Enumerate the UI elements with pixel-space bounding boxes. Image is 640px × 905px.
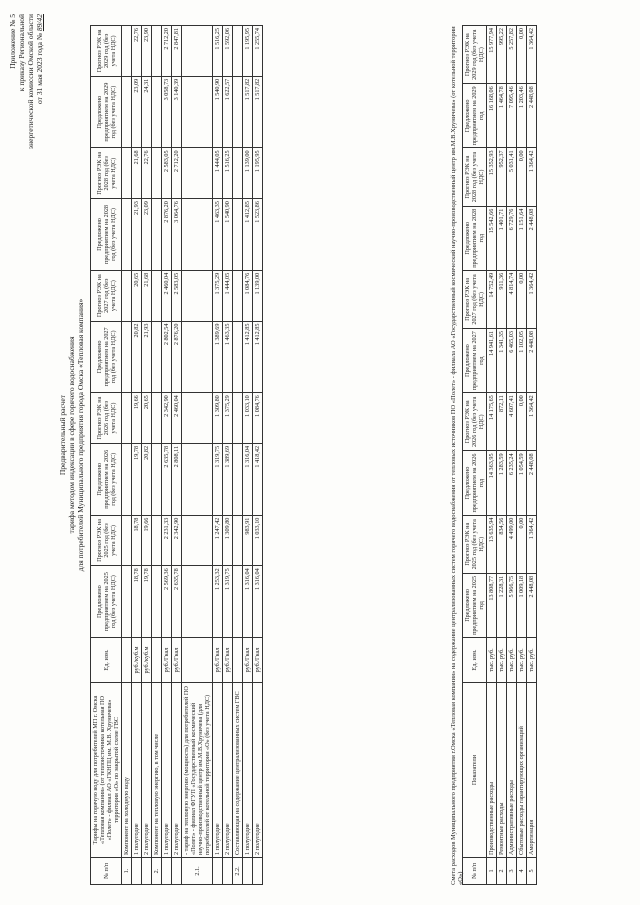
table-cell (152, 393, 162, 444)
table-cell (152, 199, 162, 271)
estimate-table (462, 25, 537, 885)
table-cell (122, 76, 132, 148)
table-cell: 18,78 (132, 515, 142, 566)
table-cell: 2 876,20 (162, 199, 172, 271)
table-cell: 1 316,04 (243, 566, 253, 638)
table-cell: 2 (497, 858, 507, 885)
table-cell: 952,37 (497, 148, 507, 206)
table-cell: 2 876,20 (172, 321, 182, 393)
table-cell: 834,56 (497, 515, 507, 573)
table-cell: 14 363,95 (487, 451, 497, 515)
column-header: Предложено предприятием на 2028 год (без учета НДС) (91, 199, 122, 271)
column-header: Тарифы на горячую воду для потребителей МП г. Омска «Тепловая компания» (от теплоисточника котельная ПО «Полет» - филиал АО «ГКНПЦ им. М.В. Хруничева» территория «О» по закрытой схеме ГВС (91, 683, 122, 858)
column-header: Предложено предприятием на 2029 год (463, 84, 487, 148)
table-cell (142, 858, 152, 885)
column-header: № п/п (463, 858, 487, 885)
table-cell (182, 199, 213, 271)
table-cell: 2.1. (182, 858, 213, 885)
table-cell: 16 168,06 (487, 84, 497, 148)
table-cell: тыс. руб. (507, 638, 517, 683)
appendix-header (8, 14, 44, 214)
table-cell: 3 058,73 (162, 76, 172, 148)
table-cell: 22,76 (132, 26, 142, 77)
table-cell (233, 393, 243, 444)
table-cell: 2 808,11 (172, 443, 182, 515)
column-header: Прогноз РЭК на 2026 год (без учета НДС) (463, 393, 487, 451)
table-cell (233, 26, 243, 77)
table-cell: 1 622,57 (223, 76, 233, 148)
table-cell: 3 (507, 858, 517, 885)
table-cell: 1 139,00 (243, 148, 253, 199)
column-header: № п/п (91, 858, 122, 885)
column-header: Прогноз РЭК на 2029 год (без учета НДС) (91, 26, 122, 77)
table-cell (182, 443, 213, 515)
table-cell: руб./Гкал (162, 638, 172, 683)
table-cell: 1 418,42 (253, 443, 263, 515)
table-cell: 2 635,78 (162, 443, 172, 515)
table-cell: руб./Гкал (213, 638, 223, 683)
table-cell: 4 499,00 (507, 515, 517, 573)
table-cell: 2 448,08 (527, 451, 537, 515)
table-cell (233, 321, 243, 393)
table-row (507, 26, 517, 885)
table-cell (182, 26, 213, 77)
table-cell: 1 316,04 (243, 443, 253, 515)
table-cell: 19,66 (142, 515, 152, 566)
table-cell (122, 199, 132, 271)
table-cell: 2.2. (233, 858, 243, 885)
column-header: Прогноз РЭК на 2029 год (без учета НДС) (463, 26, 487, 84)
table-cell (233, 638, 243, 683)
table-cell: 6 729,76 (507, 206, 517, 270)
table-cell: Сбытовые расходы гарантирующих организаций (517, 683, 527, 858)
table-cell: 1 033,10 (243, 393, 253, 444)
table-cell: 1 316,04 (253, 566, 263, 638)
table-cell: 1 253,32 (213, 566, 223, 638)
table-cell (122, 393, 132, 444)
table-cell: 1 полугодие (243, 683, 253, 858)
table-cell: 2 802,54 (162, 321, 172, 393)
table-cell: 1 463,35 (223, 321, 233, 393)
table-cell: Ремонтные расходы (497, 683, 507, 858)
column-header: Предложено предприятием на 2025 год (463, 573, 487, 637)
table-cell (243, 858, 253, 885)
appendix-line-1: Приложение № 5 (8, 14, 17, 69)
table-cell: 1 203,46 (517, 84, 527, 148)
table-cell: Компонент на тепловую энергию, в том числе (152, 683, 162, 858)
table-cell: 4 814,74 (507, 270, 517, 328)
table-cell (122, 638, 132, 683)
table-cell (172, 858, 182, 885)
table-cell: 2 полугодие (142, 683, 152, 858)
table-cell: 911,36 (497, 270, 507, 328)
table-cell: 1 364,42 (527, 515, 537, 573)
table-cell (223, 858, 233, 885)
column-header: Предложено предприятием на 2026 год (463, 451, 487, 515)
table-cell: 1 364,42 (527, 270, 537, 328)
table-cell (152, 26, 162, 77)
table-cell: 24,31 (142, 76, 152, 148)
table-cell: 1 084,76 (243, 270, 253, 321)
table-cell: тыс. руб. (517, 638, 527, 683)
table-cell: 2 231,33 (162, 515, 172, 566)
table-cell: 2 583,05 (172, 270, 182, 321)
table-cell: 1 283,59 (497, 451, 507, 515)
title-line-1: Предварительный расчет (58, 394, 67, 476)
table-cell: 6 235,24 (507, 451, 517, 515)
table-cell: 2 712,20 (162, 26, 172, 77)
table-cell: 1 полугодие (162, 683, 172, 858)
table-cell: 1 полугодие (213, 683, 223, 858)
table-cell: 15 977,94 (487, 26, 497, 84)
table-cell: 22,76 (142, 148, 152, 199)
table-cell: 1 247,42 (213, 515, 223, 566)
table-cell: 5 257,82 (507, 26, 517, 84)
table-cell (122, 321, 132, 393)
table-cell: 1 389,69 (223, 443, 233, 515)
table-cell: 20,82 (142, 443, 152, 515)
table-cell: 1 084,76 (253, 393, 263, 444)
table-cell: 2 448,08 (527, 573, 537, 637)
table-cell (233, 199, 243, 271)
table-cell: 2 342,90 (172, 515, 182, 566)
table-cell: 1 364,42 (527, 393, 537, 451)
table-cell (152, 321, 162, 393)
table-cell: Компонент на холодную воду (122, 683, 132, 858)
table-cell: 1 195,95 (253, 148, 263, 199)
document-title (58, 225, 85, 645)
table-cell: 1 319,75 (223, 566, 233, 638)
table-cell: 1 (487, 858, 497, 885)
table-cell (132, 858, 142, 885)
table-cell: 23,90 (142, 26, 152, 77)
table-row (142, 26, 152, 885)
table-cell: 1 401,71 (497, 206, 507, 270)
table-cell: 1 516,25 (223, 148, 233, 199)
table-cell: 1 151,64 (517, 206, 527, 270)
table-cell (162, 858, 172, 885)
table-cell: 2 448,08 (527, 206, 537, 270)
table-cell (182, 76, 213, 148)
column-header: Предложено предприятием на 2027 год (без учета НДС) (91, 321, 122, 393)
table-cell (152, 270, 162, 321)
table-cell: 1 412,85 (243, 199, 253, 271)
table-cell: 2 569,36 (162, 566, 172, 638)
table-cell: 15 542,66 (487, 206, 497, 270)
table-cell: - тариф на тепловую энергию (мощность) для потребителей ПО «Полет» - филиал ФГУП «Государственный космический научно-производственный центр им.М.В.Хруничева (для потребителей от котельной территории «О» (без учета НДС) (182, 683, 213, 858)
table-cell: 2 448,08 (527, 84, 537, 148)
table-cell: 1 464,78 (497, 84, 507, 148)
table-cell: 1 319,75 (213, 443, 223, 515)
table-cell: 872,11 (497, 393, 507, 451)
column-header: Предложено предприятием на 2028 год (463, 206, 487, 270)
appendix-line-2: к приказу Региональной (17, 14, 26, 92)
table-cell: 0,00 (517, 515, 527, 573)
table-cell: 21,93 (142, 321, 152, 393)
table-cell: 21,93 (132, 199, 142, 271)
table-cell: 13 635,94 (487, 515, 497, 573)
table-cell: руб./Гкал (243, 638, 253, 683)
table-row (132, 26, 142, 885)
table-cell: 2 460,04 (172, 393, 182, 444)
table-cell: 1 540,90 (213, 76, 223, 148)
table-cell: 1 517,82 (253, 76, 263, 148)
table-row (122, 26, 132, 885)
table-cell: 1 195,95 (243, 26, 253, 77)
table-cell: 2 583,05 (162, 148, 172, 199)
table-cell: 3 140,39 (172, 76, 182, 148)
table-cell (233, 515, 243, 566)
table-cell: 1 412,85 (243, 321, 253, 393)
table-cell (152, 148, 162, 199)
table-cell (122, 443, 132, 515)
table-cell: 1 523,86 (253, 199, 263, 271)
table-row (182, 26, 213, 885)
table-row (213, 26, 223, 885)
table-cell: 5 (527, 858, 537, 885)
table-cell: 21,68 (132, 148, 142, 199)
table-cell: 4 607,41 (507, 393, 517, 451)
table-cell: 19,78 (142, 566, 152, 638)
table-cell: 5 031,41 (507, 148, 517, 206)
column-header: Предложено предприятием на 2026 год (без учета НДС) (91, 443, 122, 515)
table-cell: руб./Гкал (253, 638, 263, 683)
table-cell (233, 148, 243, 199)
table-cell: 1 054,59 (517, 451, 527, 515)
table-cell: 1 375,29 (213, 270, 223, 321)
table-cell: 1 412,85 (253, 321, 263, 393)
table-cell (122, 566, 132, 638)
table-cell (182, 638, 213, 683)
table-row (172, 26, 182, 885)
table-cell: тыс. руб. (487, 638, 497, 683)
table-cell: 15 352,93 (487, 148, 497, 206)
table-cell: 1 516,25 (213, 26, 223, 77)
table-cell (122, 148, 132, 199)
table-cell: 20,65 (142, 393, 152, 444)
column-header: Прогноз РЭК на 2027 год (без учета НДС) (91, 270, 122, 321)
title-line-3: для потребителей Муниципального предприятия города Омска «Тепловая компания» (76, 298, 85, 572)
table-cell: 4 (517, 858, 527, 885)
table-cell: 1 341,35 (497, 329, 507, 393)
table-cell: 0,00 (517, 393, 527, 451)
table-cell: 2 635,78 (172, 566, 182, 638)
table-cell: 2 712,20 (172, 148, 182, 199)
table-cell: 6 465,03 (507, 329, 517, 393)
column-header: Предложено предприятием на 2025 год (без учета НДС) (91, 566, 122, 638)
tariff-table (90, 25, 263, 885)
table-cell: 1 444,05 (223, 270, 233, 321)
table-cell: 1 309,80 (213, 393, 223, 444)
table-row (517, 26, 527, 885)
table-cell: 1 540,90 (223, 199, 233, 271)
column-header: Прогноз РЭК на 2025 год (без учета НДС) (463, 515, 487, 573)
table-cell: 21,68 (142, 270, 152, 321)
table-cell: 19,78 (132, 443, 142, 515)
table-cell: 1 255,74 (253, 26, 263, 77)
table-cell (182, 566, 213, 638)
table-cell (182, 393, 213, 444)
table-row (487, 26, 497, 885)
table-cell: Составляющая на содержание централизованных систем ГВС (233, 683, 243, 858)
table-cell (122, 515, 132, 566)
table-cell: 2 полугодие (223, 683, 233, 858)
column-header: Ед. изм. (463, 638, 487, 683)
table-cell: 1 228,31 (497, 573, 507, 637)
table-row (162, 26, 172, 885)
table-cell (182, 321, 213, 393)
table-cell: 14 941,61 (487, 329, 497, 393)
appendix-line-4-wrap (35, 14, 44, 214)
table-cell (152, 566, 162, 638)
table-cell: 995,22 (497, 26, 507, 84)
table-cell: 1 009,18 (517, 573, 527, 637)
table-row (253, 26, 263, 885)
table-cell (213, 858, 223, 885)
title-line-2: тарифа методом индексации в сфере горячего водоснабжения (67, 336, 76, 534)
table-cell: 0,00 (517, 270, 527, 328)
table-cell: 1 364,42 (527, 26, 537, 84)
appendix-line-3: энергетической комиссии Омской области (26, 14, 35, 150)
column-header: Прогноз РЭК на 2027 год (без учета НДС) (463, 270, 487, 328)
table-cell: 1 517,82 (243, 76, 253, 148)
table-cell: Производственные расходы (487, 683, 497, 858)
table-cell (152, 76, 162, 148)
table-cell (152, 638, 162, 683)
column-header: Прогноз РЭК на 2025 год (без учета НДС) (91, 515, 122, 566)
table-cell: 7 095,46 (507, 84, 517, 148)
table-cell: 2 полугодие (253, 683, 263, 858)
table-cell: 20,82 (132, 321, 142, 393)
table-cell: 14 752,49 (487, 270, 497, 328)
table-row (527, 26, 537, 885)
table-row (223, 26, 233, 885)
table-cell: 5 966,75 (507, 573, 517, 637)
table-cell: 1 309,80 (223, 515, 233, 566)
estimate-caption: Смета расходов Муниципального предприятия г.Омска «Тепловая компания» на содержание централизованных систем горячего водоснабжения от тепловых источников ПО «Полет» - филиала АО «Государственный космический научно-производственный центр им.М.В.Хруничева» (от котельной территории «О») (450, 26, 464, 885)
table-cell: 3 064,76 (172, 199, 182, 271)
table-cell: руб./Гкал (223, 638, 233, 683)
table-cell: 20,65 (132, 270, 142, 321)
table-cell (122, 270, 132, 321)
table-cell: 1. (122, 858, 132, 885)
table-cell (152, 515, 162, 566)
table-cell: 1 463,35 (213, 199, 223, 271)
table-cell: 1 139,00 (253, 270, 263, 321)
table-cell (152, 443, 162, 515)
column-header: Прогноз РЭК на 2026 год (без учета НДС) (91, 393, 122, 444)
table-cell: 23,09 (132, 76, 142, 148)
table-row (152, 26, 162, 885)
table-cell: 1 364,42 (527, 148, 537, 206)
column-header: Ед. изм. (91, 638, 122, 683)
table-cell: 1 444,05 (213, 148, 223, 199)
table-cell (233, 443, 243, 515)
table-cell: 18,78 (132, 566, 142, 638)
column-header: Предложено предприятием на 2029 год (без учета НДС) (91, 76, 122, 148)
table-row (233, 26, 243, 885)
table-row (243, 26, 253, 885)
table-cell: 1 033,10 (253, 515, 263, 566)
table-cell: 1 102,05 (517, 329, 527, 393)
table-cell (122, 26, 132, 77)
table-cell: 23,09 (142, 199, 152, 271)
table-cell: 1 375,29 (223, 393, 233, 444)
order-number: 89/42 (35, 14, 44, 32)
table-cell: 2 448,08 (527, 329, 537, 393)
table-cell: руб./Гкал (172, 638, 182, 683)
table-cell: руб./куб.м (142, 638, 152, 683)
table-cell: тыс. руб. (497, 638, 507, 683)
table-cell: 2 460,04 (162, 270, 172, 321)
table-cell: 13 808,77 (487, 573, 497, 637)
table-cell: 2 342,90 (162, 393, 172, 444)
table-cell: 1 полугодие (132, 683, 142, 858)
column-header: Показатели (463, 683, 487, 858)
column-header: Прогноз РЭК на 2028 год (без учета НДС) (463, 148, 487, 206)
column-header: Предложено предприятием на 2027 год (463, 329, 487, 393)
table-cell: 2 847,81 (172, 26, 182, 77)
table-cell: 19,66 (132, 393, 142, 444)
table-cell (182, 515, 213, 566)
table-cell: руб./куб.м (132, 638, 142, 683)
table-cell: Административные расходы (507, 683, 517, 858)
table-cell (253, 858, 263, 885)
table-cell: 1 389,69 (213, 321, 223, 393)
table-cell: 1 592,06 (223, 26, 233, 77)
table-cell: 2. (152, 858, 162, 885)
table-cell: Амортизация (527, 683, 537, 858)
table-cell: 0,00 (517, 148, 527, 206)
table-cell (182, 270, 213, 321)
table-cell: 983,91 (243, 515, 253, 566)
table-cell (233, 566, 243, 638)
column-header: Прогноз РЭК на 2028 год (без учета НДС) (91, 148, 122, 199)
table-cell: 14 175,65 (487, 393, 497, 451)
table-row (497, 26, 507, 885)
table-cell (182, 148, 213, 199)
table-cell (233, 270, 243, 321)
table-cell: 0,00 (517, 26, 527, 84)
table-cell: тыс. руб. (527, 638, 537, 683)
table-cell (233, 76, 243, 148)
appendix-line-4: от 31 мая 2023 года № (35, 32, 44, 104)
table-cell: 2 полугодие (172, 683, 182, 858)
